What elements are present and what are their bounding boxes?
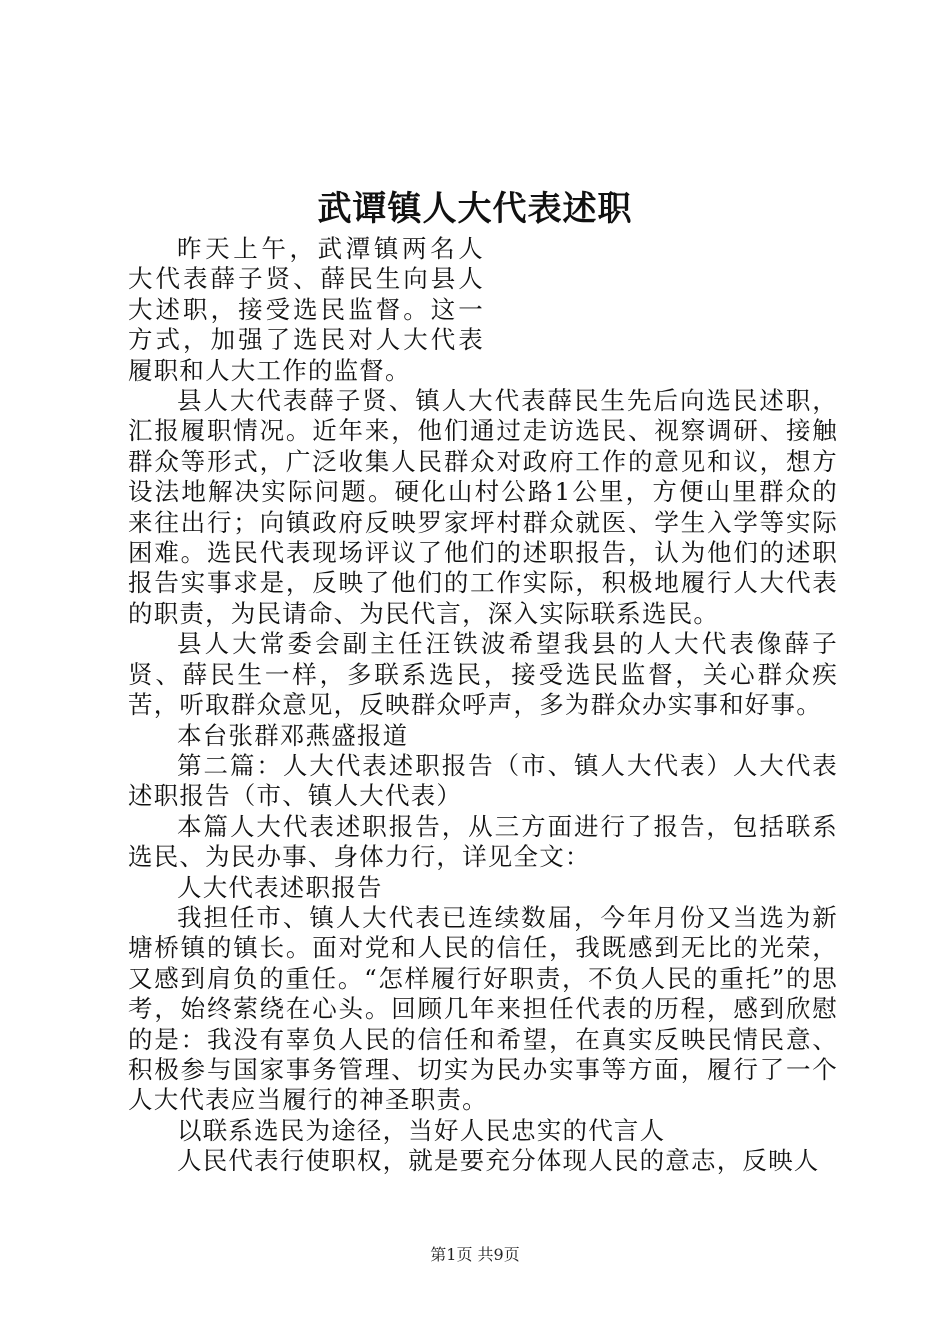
paragraph-4: 本台张群邓燕盛报道 <box>177 720 409 750</box>
paragraph-9: 以联系选民为途径，当好人民忠实的代言人 <box>177 1115 666 1145</box>
paragraph-8: 我担任市、镇人大代表已连续数届，今年月份又当选为新塘桥镇的镇长。面对党和人民的信任，我既感到无比的光荣，又感到肩负的重任。“怎样履行好职责，不负人民的重托”的思考，始终萦绕在心头。回顾几年来担任代表的历程，感到欣慰的是：我没有辜负人民的信任和希望，在真实反映民情民意、积极参与国家事务管理、切实为民办实事等方面，履行了一个人大代表应当履行的神圣职责。 <box>128 902 838 1115</box>
page-number-label: 第1页 共9页 <box>430 1245 520 1264</box>
paragraph-10: 人民代表行使职权，就是要充分体现人民的意志，反映人 <box>177 1146 820 1176</box>
paragraph-2: 县人大代表薛子贤、镇人大代表薛民生先后向选民述职，汇报履职情况。近年来，他们通过走访选民、视察调研、接触群众等形式，广泛收集人民群众对政府工作的意见和议，想方设法地解决实际问题。硬化山村公路1公里，方便山里群众的来往出行；向镇政府反映罗家坪村群众就医、学生入学等实际困难。选民代表现场评议了他们的述职报告，认为他们的述职报告实事求是，反映了他们的工作实际，积极地履行人大代表的职责，为民请命、为民代言，深入实际联系选民。 <box>128 386 838 628</box>
paragraph-7: 人大代表述职报告 <box>177 872 383 902</box>
document-title: 武谭镇人大代表述职 <box>317 189 633 229</box>
paragraph-1: 昨天上午，武潭镇两名人大代表薛子贤、薛民生向县人大述职，接受选民监督。这一方式，加强了选民对人大代表履职和人大工作的监督。 <box>128 234 484 385</box>
paragraph-5: 第二篇：人大代表述职报告（市、镇人大代表）人大代表述职报告（市、镇人大代表） <box>128 750 838 811</box>
paragraph-6: 本篇人大代表述职报告，从三方面进行了报告，包括联系选民、为民办事、身体力行，详见全文： <box>128 811 838 872</box>
paragraph-3: 县人大常委会副主任汪铁波希望我县的人大代表像薛子贤、薛民生一样，多联系选民，接受选民监督，关心群众疾苦，听取群众意见，反映群众呼声，多为群众办实事和好事。 <box>128 629 838 720</box>
page-number-footer <box>0 1244 950 1266</box>
document-body <box>128 234 838 1177</box>
